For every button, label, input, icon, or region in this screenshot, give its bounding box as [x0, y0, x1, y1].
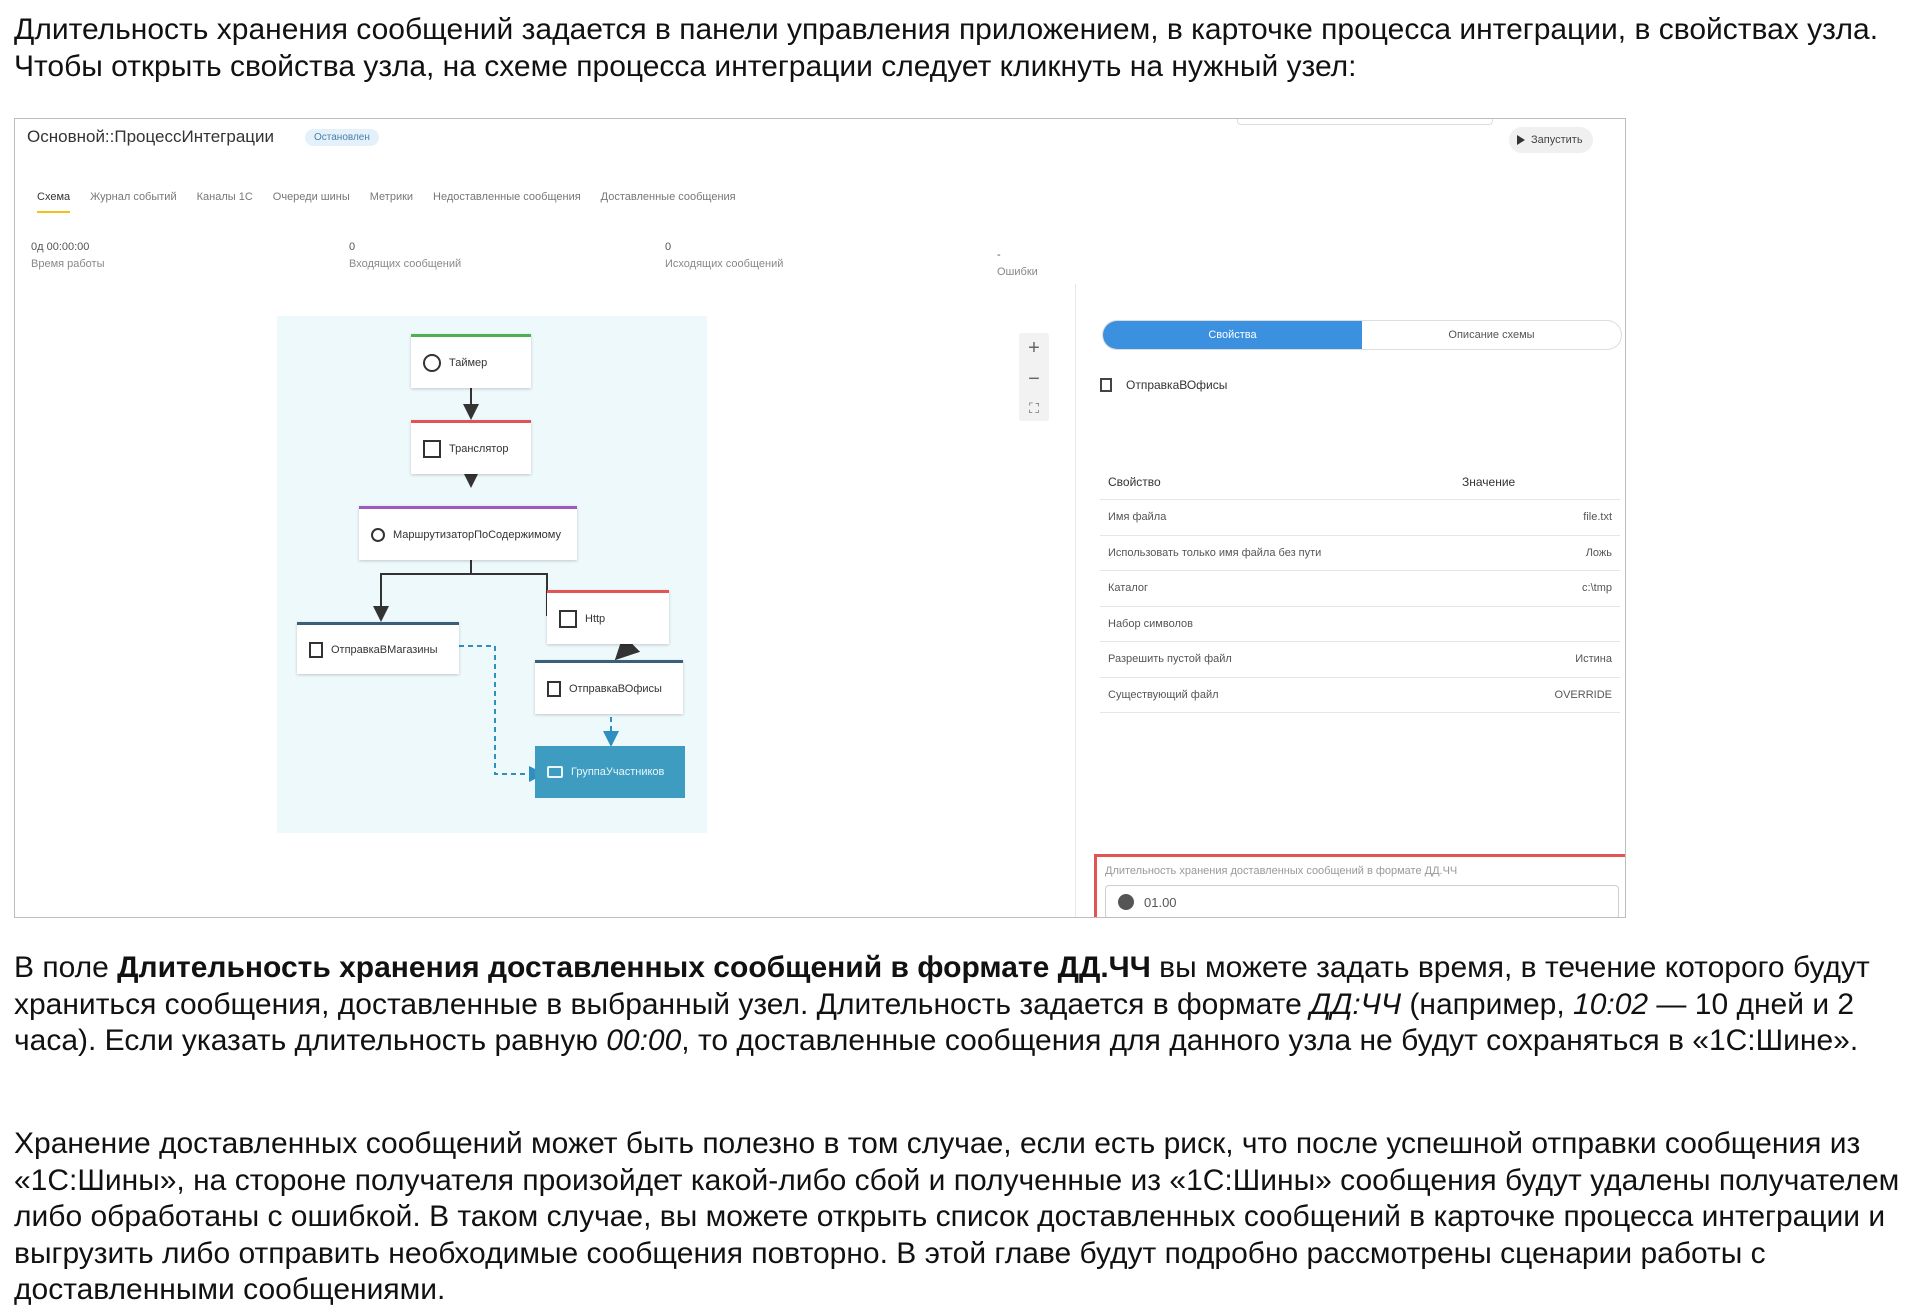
- tab-properties[interactable]: Свойства: [1103, 321, 1362, 349]
- example-italic: 10:02: [1573, 987, 1649, 1021]
- top-search-input[interactable]: [1237, 118, 1493, 125]
- tab-scheme-description[interactable]: Описание схемы: [1448, 329, 1535, 341]
- node-send-shops[interactable]: [297, 622, 459, 674]
- zoom-in-button[interactable]: +: [1028, 337, 1040, 360]
- ui-screenshot: [14, 118, 1626, 918]
- text-run: — 10 дней и 2 часа). Если указать длительность равную: [14, 987, 1855, 1057]
- retention-paragraph: [14, 950, 1904, 1060]
- stat-label: Ошибки: [997, 266, 1038, 278]
- share-icon: [371, 528, 385, 542]
- stat-outgoing: [665, 239, 783, 273]
- stat-label: Входящих сообщений: [349, 258, 462, 270]
- table-row[interactable]: [1100, 571, 1620, 607]
- tab-event-log[interactable]: Журнал событий: [90, 191, 177, 203]
- table-row[interactable]: [1100, 500, 1620, 536]
- retention-field-label: Длительность хранения доставленных сообщений в формате ДД.ЧЧ: [1105, 865, 1458, 877]
- translator-icon: [423, 440, 441, 458]
- stat-value: -: [997, 249, 1001, 261]
- intro-paragraph: Длительность хранения сообщений задается в панели управления приложением, в карточке процесса интеграции, в свойствах узла. Чтобы открыть свойства узла, на схеме процесса интеграции следует кликнуть на нужный узел:: [14, 13, 1879, 83]
- properties-panel: [1075, 284, 1626, 918]
- prop-name: Существующий файл: [1108, 688, 1219, 701]
- stat-value: 0: [665, 241, 672, 253]
- node-send-offices[interactable]: [535, 660, 683, 714]
- clock-icon: [423, 354, 441, 372]
- retention-input[interactable]: [1105, 885, 1619, 918]
- panel-tabs: [1102, 320, 1622, 350]
- prop-name: Использовать только имя файла без пути: [1108, 546, 1322, 559]
- prop-name: Набор символов: [1108, 617, 1193, 630]
- tab-delivered[interactable]: Доставленные сообщения: [600, 191, 736, 203]
- tab-bus-queues[interactable]: Очереди шины: [272, 191, 350, 203]
- retention-value: 01.00: [1144, 894, 1177, 910]
- diagram-canvas[interactable]: [277, 316, 707, 833]
- prop-name: Каталог: [1108, 582, 1148, 595]
- tab-1c-channels[interactable]: Каналы 1С: [196, 191, 253, 203]
- node-label: ОтправкаВОфисы: [569, 682, 662, 695]
- properties-table: [1100, 464, 1620, 713]
- node-router[interactable]: [359, 506, 577, 560]
- process-title: Основной::ПроцессИнтеграции: [27, 127, 275, 146]
- stat-label: Время работы: [31, 258, 105, 270]
- tab-scheme[interactable]: Схема: [37, 191, 70, 213]
- table-row[interactable]: [1100, 607, 1620, 643]
- tab-metrics[interactable]: Метрики: [369, 191, 414, 203]
- node-label: Таймер: [449, 356, 488, 369]
- play-icon: [1517, 135, 1525, 145]
- field-name-bold: Длительность хранения доставленных сообщений в формате ДД.ЧЧ: [117, 951, 1151, 984]
- node-timer[interactable]: [411, 334, 531, 388]
- file-export-icon: [309, 642, 323, 658]
- stat-value: 0: [349, 241, 356, 253]
- monitor-icon: [547, 766, 563, 778]
- stat-value: 0д 00:00:00: [31, 241, 90, 253]
- prop-name: Разрешить пустой файл: [1108, 653, 1232, 666]
- selected-node: [1100, 378, 1227, 392]
- selected-node-name: ОтправкаВОфисы: [1126, 378, 1228, 392]
- zoom-controls: [1019, 333, 1049, 421]
- tab-undelivered[interactable]: Недоставленные сообщения: [433, 191, 581, 203]
- zoom-out-button[interactable]: −: [1028, 368, 1040, 391]
- tab-bar: [37, 191, 756, 213]
- node-label: ГруппаУчастников: [571, 766, 665, 778]
- col-value: Значение: [1462, 474, 1516, 489]
- status-badge: Остановлен: [305, 129, 379, 146]
- prop-value: Истина: [1575, 653, 1612, 666]
- http-icon: [559, 610, 577, 628]
- format-italic: ДД:ЧЧ: [1310, 987, 1402, 1021]
- file-export-icon: [1100, 378, 1112, 392]
- prop-value: Ложь: [1585, 546, 1612, 559]
- clock-icon: [1118, 894, 1134, 910]
- fit-view-button[interactable]: ⛶: [1029, 399, 1039, 416]
- node-label: МаршрутизаторПоСодержимому: [393, 528, 561, 541]
- prop-value: OVERRIDE: [1554, 688, 1612, 701]
- node-label: Транслятор: [449, 442, 509, 455]
- node-label: ОтправкаВМагазины: [331, 643, 438, 656]
- run-button[interactable]: [1509, 127, 1593, 153]
- stat-errors: [997, 247, 1038, 281]
- table-header: [1100, 464, 1620, 500]
- text-run: вы можете задать время, в течение которого будут храниться сообщения, доставленные в выбранный узел. Длительность задается в формате: [14, 951, 1870, 1021]
- node-translator[interactable]: [411, 420, 531, 474]
- text-run: (например,: [1401, 987, 1574, 1021]
- stat-uptime: [31, 239, 105, 273]
- table-row[interactable]: [1100, 642, 1620, 678]
- node-http[interactable]: [547, 590, 669, 644]
- stat-incoming: [349, 239, 461, 273]
- stat-label: Исходящих сообщений: [665, 258, 784, 270]
- prop-value: c:\tmp: [1582, 582, 1612, 595]
- text-run: В поле: [14, 951, 118, 984]
- zero-italic: 00:00: [606, 1024, 682, 1057]
- prop-value: file.txt: [1583, 511, 1612, 524]
- run-button-label: Запустить: [1531, 134, 1583, 146]
- node-participant-group[interactable]: [535, 746, 685, 798]
- table-row[interactable]: [1100, 678, 1620, 714]
- storage-paragraph: Хранение доставленных сообщений может быть полезно в том случае, если есть риск, что после успешной отправки сообщения из «1С:Шины», на стороне получателя произойдет какой-либо сбой и полученные из «1С:Шины» сообщения будут удалены получателем либо обработаны с ошибкой. В таком случае, вы можете открыть список доставленных сообщений в карточке процесса интеграции и выгрузить либо отправить необходимые сообщения повторно. В этой главе будут подробно рассмотрены сценарии работы с доставленными сообщениями.: [14, 1127, 1900, 1306]
- col-property: Свойство: [1108, 474, 1161, 489]
- text-run: , то доставленные сообщения для данного узла не будут сохраняться в «1С:Шине».: [681, 1024, 1859, 1057]
- prop-name: Имя файла: [1108, 511, 1167, 524]
- node-label: Http: [585, 612, 606, 625]
- file-export-icon: [547, 681, 561, 697]
- retention-highlight: [1094, 854, 1626, 918]
- table-row[interactable]: [1100, 536, 1620, 572]
